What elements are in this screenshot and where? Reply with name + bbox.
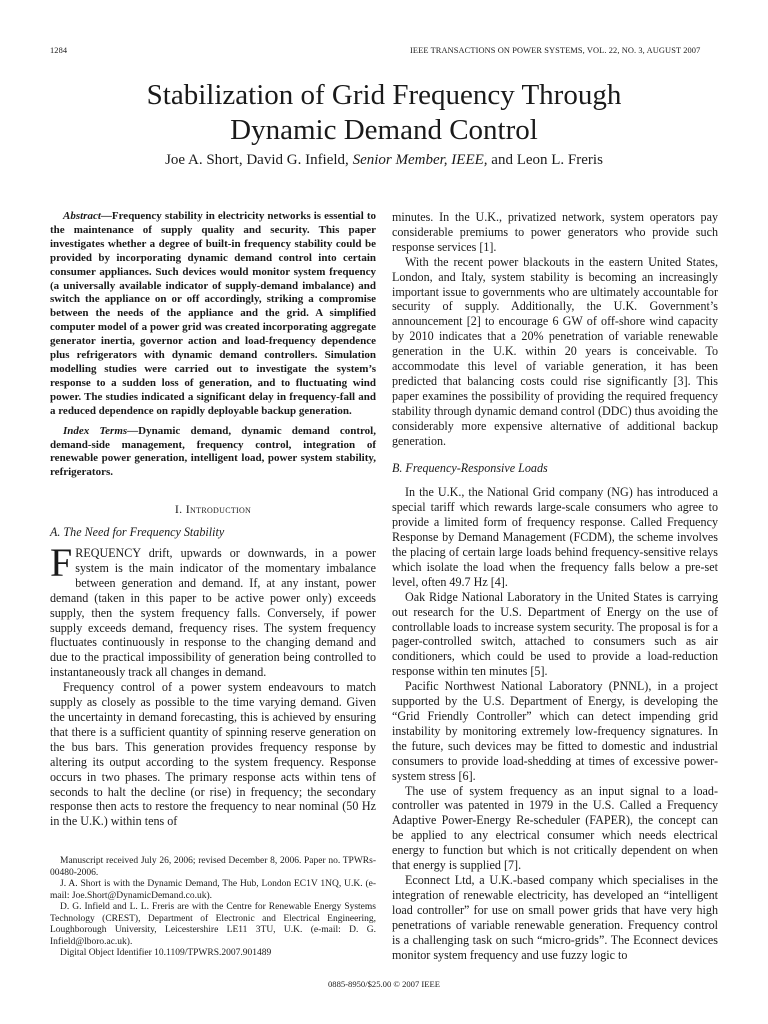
right-paragraph-2: In the U.K., the National Grid company (NG) has introduced a special tariff which rewards large-scale consumers who agree to provide a limited form of frequency response. Called Frequency Response by Demand Management (FCDM), the scheme involves the placing of certain large loads behind frequency-sensitive relays which isolate the load when the frequency falls below a pre-set level, often 49.7 Hz [4].	[392, 485, 718, 589]
footnote-short: J. A. Short is with the Dynamic Demand, The Hub, London EC1V 1NQ, U.K. (e-mail: Joe.Short@DynamicDemand.co.uk).	[50, 879, 376, 901]
author-line	[0, 152, 768, 169]
author-and: and	[491, 152, 513, 168]
footnotes	[50, 856, 376, 960]
section-numeral: I.	[174, 502, 183, 517]
title-line-2: Dynamic Demand Control	[230, 114, 538, 146]
footnote-received: Manuscript received July 26, 2006; revised December 8, 2006. Paper no. TPWRs-00480-2006.	[50, 856, 376, 878]
title-line-1: Stabilization of Grid Frequency Through	[146, 79, 622, 111]
intro-paragraph-1	[50, 540, 376, 680]
footnote-infield-freris: D. G. Infield and L. L. Freris are with the Centre for Renewable Energy Systems Technology (CREST), Department of Electronic and Electrical Engineering, Loughborough University, Leicestershire LE11 3TU, U.K. (e-mail: D. G. Infield@lboro.ac.uk).	[50, 902, 376, 947]
section-heading	[50, 502, 376, 517]
index-terms-label: Index Terms	[63, 424, 128, 437]
author-2-title: Senior Member, IEEE,	[352, 152, 488, 168]
right-paragraph-0: minutes. In the U.K., privatized network, system operators pay considerable premiums to power generators who provide such response services [1].	[392, 210, 718, 254]
journal-header: IEEE TRANSACTIONS ON POWER SYSTEMS, VOL. 22, NO. 3, AUGUST 2007	[410, 46, 701, 55]
author-1: Joe A. Short,	[165, 152, 243, 168]
right-paragraph-5: The use of system frequency as an input signal to a load-controller was patented in 1979 in the U.S. Called a Frequency Adaptive Power-Energy Re-scheduler (FAPER), the concept can be applied to any electrical consumer which needs electrical energy to function but which is not critically dependent on when that energy is supplied [7].	[392, 783, 718, 873]
left-column	[50, 210, 376, 960]
abstract-text: —Frequency stability in electricity networks is essential to the maintenance of supply quality and security. This paper investigates whether a degree of built-in frequency stability could be provided by incorporating dynamic demand control into certain consumer appliances. Such devices would monitor system frequency (a universally available indicator of supply-demand imbalance) and switch the appliance on or off accordingly, striking a compromise between the needs of the appliance and the grid. A simplified computer model of a power grid was created incorporating aggregate generator inertia, governor action and load-frequency dependence plus refrigerators with dynamic demand controllers. Simulation modelling studies were carried out to investigate the system’s response to a sudden loss of generation, and to fluctuating wind power. The studies indicated a significant delay in frequency-fall and a reduced dependence on rapidly deployable backup generation.	[50, 210, 376, 417]
subsection-b-heading: B. Frequency-Responsive Loads	[392, 460, 548, 475]
page-number: 1284	[50, 46, 68, 55]
right-column	[392, 210, 718, 962]
paper-title	[0, 78, 768, 148]
copyright-footer: 0885-8950/$25.00 © 2007 IEEE	[327, 979, 441, 989]
footnote-doi: Digital Object Identifier 10.1109/TPWRS.2007.901489	[60, 948, 272, 959]
intro-paragraph-2: Frequency control of a power system endeavours to match supply as closely as possible to the time varying demand. Given the uncertainty in demand forecasting, this is achieved by ensuring that there is a sufficient quantity of spinning reserve generation on the bus bars. This generation provides frequency response by altering its output according to the system frequency. Response occurs in two phases. The primary response acts within tens of seconds to halt the decline (or rise) in frequency; the secondary response then acts to restore the frequency to near nominal (50 Hz in the U.K.) within tens of	[50, 680, 376, 829]
abstract-label: Abstract	[63, 210, 101, 222]
subsection-a-heading: A. The Need for Frequency Stability	[50, 525, 225, 540]
author-3: Leon L. Freris	[516, 152, 603, 168]
right-paragraph-4: Pacific Northwest National Laboratory (PNNL), in a project supported by the U.S. Department of Energy, is developing the “Grid Friendly Controller” which can detect impending grid instability by monitoring extremely low-frequency signatures. In the future, such devices may be fitted to domestic and industrial consumers to provide load-shedding at times of excessive power-system stress [6].	[392, 679, 718, 783]
index-terms	[50, 425, 376, 481]
drop-cap: F	[50, 540, 73, 586]
abstract	[50, 210, 376, 419]
right-paragraph-6: Econnect Ltd, a U.K.-based company which specialises in the integration of renewable electricity, has developed an “intelligent load controller” for use on small power grids that have very high penetrations of variable renewable generation. Frequency control is a challenging task on such “micro-grids”. The Econnect devices monitor system frequency and use fuzzy logic to	[392, 872, 718, 962]
index-terms-text: —Dynamic demand, dynamic demand control, demand-side management, frequency control, integration of renewable power generation, intelligent load, power system stability, refrigerators.	[50, 424, 376, 479]
right-paragraph-3: Oak Ridge National Laboratory in the United States is carrying out research for the U.S. Department of Energy on the use of controllable loads to increase system security. The proposal is for a pager-controlled switch, attached to consumers such as air conditioners, which could be used to provide a load-reduction response within ten minutes [5].	[392, 589, 718, 679]
intro-p1-text: REQUENCY drift, upwards or downwards, in a power system is the main indicator of the momentary imbalance between generation and demand. If, at any instant, power demand (taken in this paper to be active power only) exceeds supply, then the system frequency falls. Conversely, if power supply exceeds demand, frequency rises. The system frequency fluctuates continuously in response to the changing demand and due to the practical impossibility of generation being controlled to instantaneously track all changes in demand.	[50, 546, 376, 680]
section-title: Introduction	[185, 502, 252, 517]
author-2: David G. Infield,	[246, 152, 349, 168]
right-paragraph-1: With the recent power blackouts in the eastern United States, London, and Italy, system stability is becoming an increasingly important issue to governments who are ultimately accountable for security of supply. Additionally, the U.K. Government’s announcement [2] to encourage 6 GW of off-shore wind capacity by 2010 indicates that a 20% penetration of variable renewable generation in the U.K. within 20 years is conceivable. To accommodate this level of variable generation, it has been predicted that balancing costs could rise significantly [3]. This paper examines the possibility of providing the required frequency stability through dynamic demand control (DDC) thus avoiding the considerably more expensive alternative of additional backup generation.	[392, 254, 718, 448]
